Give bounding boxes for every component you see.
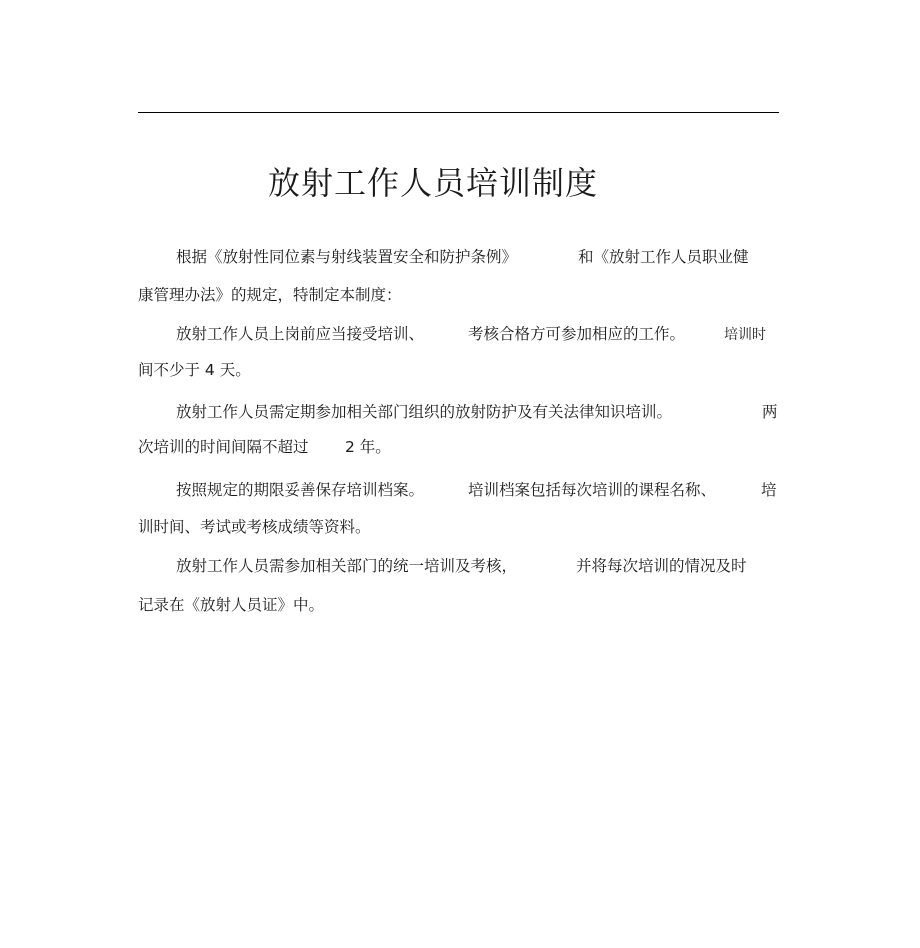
p4-line1-c: 培 bbox=[761, 481, 777, 499]
p5-line2: 记录在《放射人员证》中。 bbox=[138, 596, 325, 614]
p1-line1-b: 和《放射工作人员职业健 bbox=[578, 248, 749, 266]
p5-line1-a: 放射工作人员需参加相关部门的统一培训及考核， bbox=[176, 557, 518, 575]
p1-line2: 康管理办法》的规定，特制定本制度： bbox=[138, 286, 402, 304]
p2-line1-b: 考核合格方可参加相应的工作。 bbox=[468, 325, 686, 343]
header-rule bbox=[138, 112, 779, 113]
p3-line2-b: 2 年。 bbox=[345, 438, 391, 456]
p2-line1-c: 培训时 bbox=[724, 327, 766, 343]
p4-line1-b: 培训档案包括每次培训的课程名称、 bbox=[468, 481, 717, 499]
p1-line1-a: 根据《放射性同位素与射线装置安全和防护条例》 bbox=[176, 248, 518, 266]
p2-line2: 间不少于 4 天。 bbox=[138, 361, 251, 379]
p3-line2-a: 次培训的时间间隔不超过 bbox=[138, 438, 309, 456]
p3-line1-a: 放射工作人员需定期参加相关部门组织的放射防护及有关法律知识培训。 bbox=[176, 403, 673, 421]
p4-line2: 训时间、考试或考核成绩等资料。 bbox=[138, 518, 371, 536]
p5-line1-b: 并将每次培训的情况及时 bbox=[576, 557, 747, 575]
p2-line1-a: 放射工作人员上岗前应当接受培训、 bbox=[176, 325, 425, 343]
p4-line1-a: 按照规定的期限妥善保存培训档案。 bbox=[176, 481, 425, 499]
p3-line1-b: 两 bbox=[762, 403, 778, 421]
document-title: 放射工作人员培训制度 bbox=[268, 164, 599, 202]
